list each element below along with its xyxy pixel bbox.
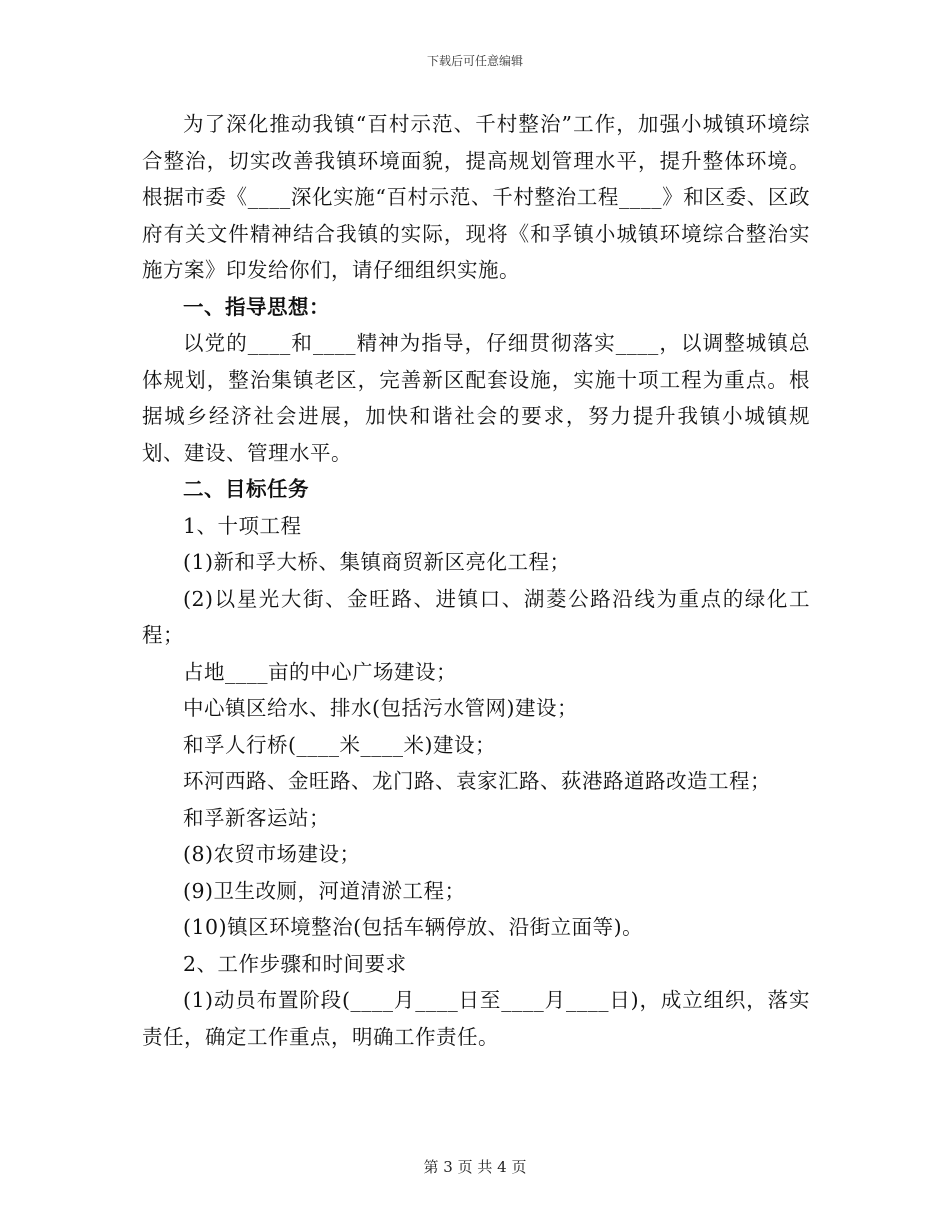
list-item: (10)镇区环境整治(包括车辆停放、沿街立面等)。 (183, 915, 644, 939)
list-item: 中心镇区给水、排水(包括污水管网)建设； (183, 696, 578, 720)
list-item: 环河西路、金旺路、龙门路、袁家汇路、荻港路道路改造工程； (183, 769, 771, 793)
subsection-heading-ten-projects: 1、十项工程 (183, 513, 302, 538)
page-footer: 第 3 页 共 4 页 (423, 1158, 527, 1176)
list-item: (1)动员布置阶段(____月____日至____月____日)，成立组织，落实责任，确定工作重点，明确工作责任。 (142, 988, 810, 1049)
list-item: (8)农贸市场建设； (183, 842, 361, 866)
page-header: 下载后可任意编辑 (426, 54, 523, 68)
list-item: (9)卫生改厕，河道清淤工程； (183, 878, 466, 903)
list-item: (1)新和孚大桥、集镇商贸新区亮化工程； (183, 550, 571, 574)
document-body (142, 106, 810, 1055)
intro-paragraph: 为了深化推动我镇“百村示范、千村整治”工作，加强小城镇环境综合整治，切实改善我镇环境面貌，提高规划管理水平，提升整体环境。根据市委《____深化实施“百村示范、千村整治工程____》和区委、区政府有关文件精神结合我镇的实际，现将《和孚镇小城镇环境综合整治实施方案》印发给你们，请仔细组织实施。 (142, 112, 810, 282)
subsection-heading-work-steps: 2、工作步骤和时间要求 (183, 951, 407, 976)
list-item: (2)以星光大街、金旺路、进镇口、湖菱公路沿线为重点的绿化工程； (142, 586, 810, 647)
list-item: 占地____亩的中心广场建设； (183, 659, 457, 684)
list-item: 和孚人行桥(____米____米)建设； (183, 732, 496, 757)
section-heading-goals-tasks: 二、目标任务 (183, 477, 309, 501)
guiding-ideology-paragraph: 以党的____和____精神为指导，仔细贯彻落实____，以调整城镇总体规划，整治集镇老区，完善新区配套设施，实施十项工程为重点。根据城乡经济社会进展，加快和谐社会的要求，努力提升我镇小城镇规划、建设、管理水平。 (142, 331, 810, 465)
list-item: 和孚新客运站； (183, 805, 330, 830)
section-heading-guiding-ideology: 一、指导思想： (183, 294, 330, 319)
